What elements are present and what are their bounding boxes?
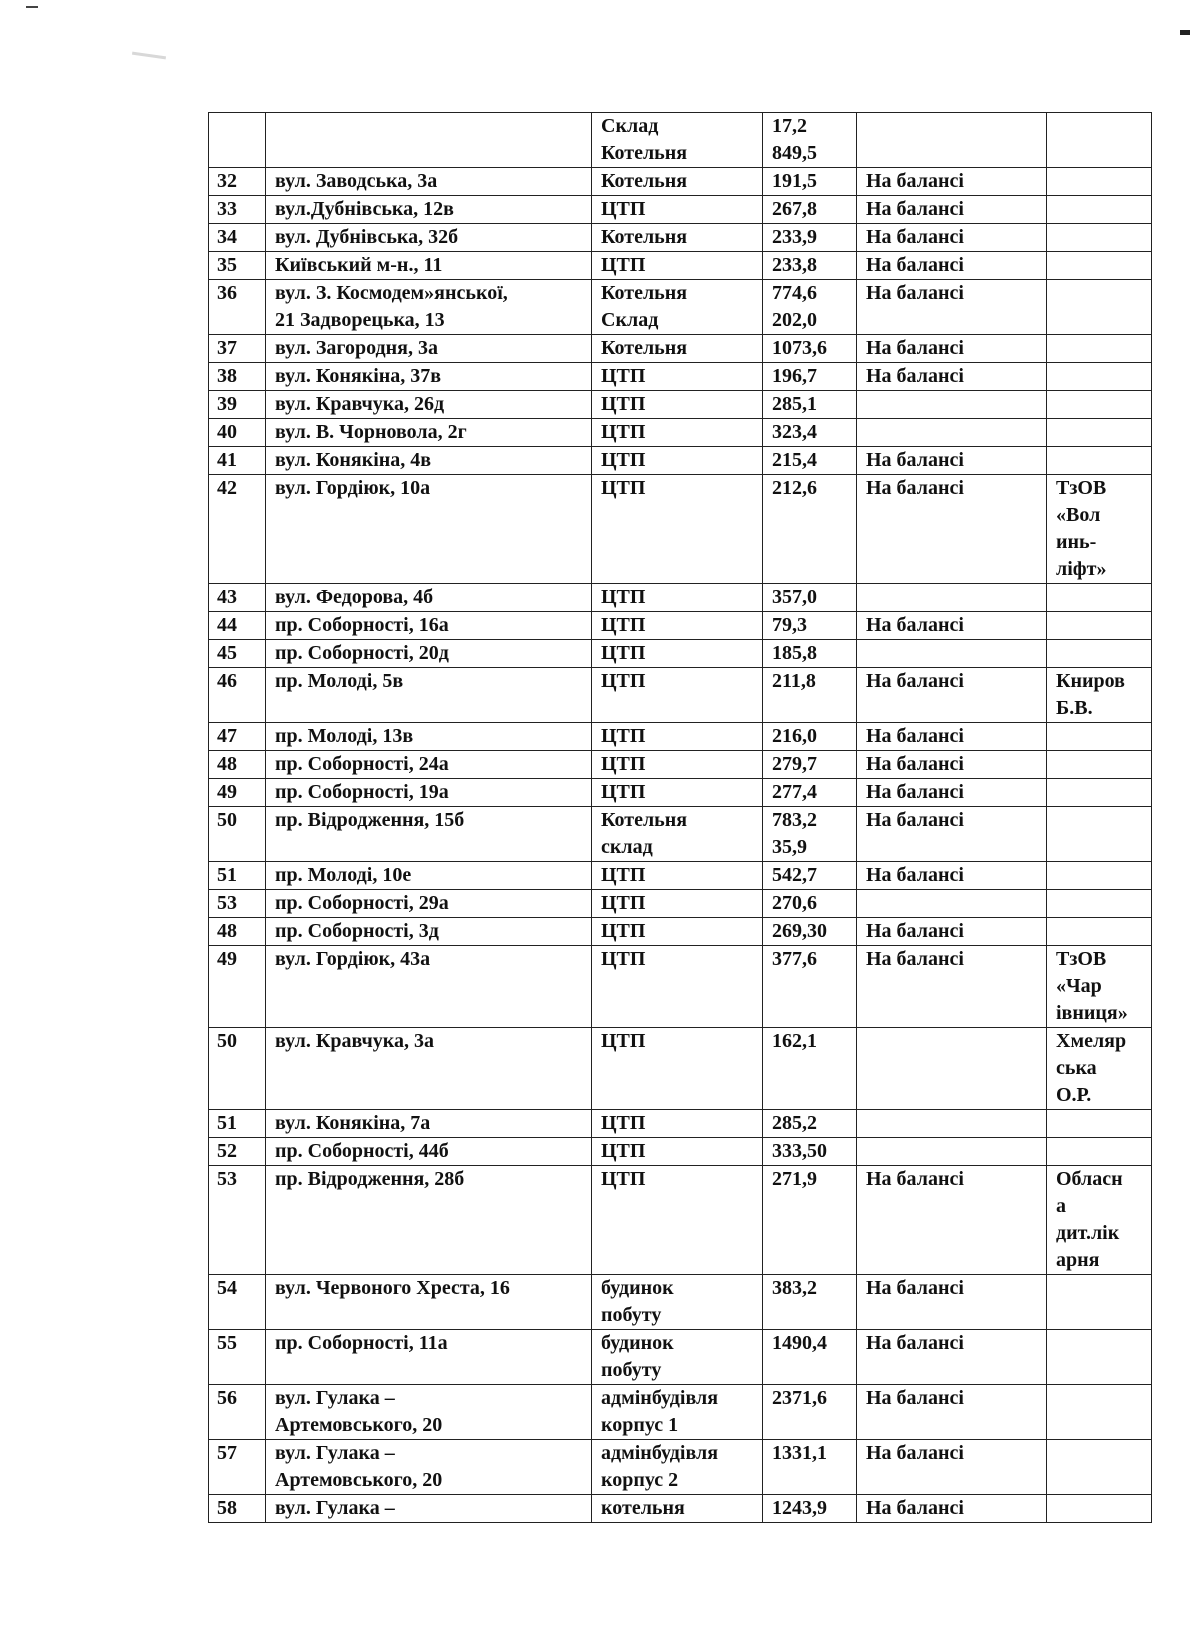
address-cell: вул. Дубнівська, 32б [266, 224, 592, 252]
row-number-cell [209, 113, 266, 168]
object-type-cell: ЦТП [592, 1138, 763, 1166]
balance-status-cell: На балансі [857, 252, 1047, 280]
table-row [209, 779, 1152, 807]
balance-status-cell [857, 1110, 1047, 1138]
row-number-cell: 44 [209, 612, 266, 640]
balance-status-cell: На балансі [857, 779, 1047, 807]
object-type-cell: ЦТП [592, 196, 763, 224]
balance-status-cell [857, 1138, 1047, 1166]
address-cell: пр. Відродження, 28б [266, 1166, 592, 1275]
note-cell [1047, 363, 1152, 391]
note-cell [1047, 335, 1152, 363]
object-type-cell: ЦТП [592, 252, 763, 280]
address-cell: пр. Соборності, 24а [266, 751, 592, 779]
row-number-cell: 50 [209, 1028, 266, 1110]
address-cell: пр. Соборності, 44б [266, 1138, 592, 1166]
address-cell: Київський м-н., 11 [266, 252, 592, 280]
area-cell: 185,8 [763, 640, 857, 668]
row-number-cell: 39 [209, 391, 266, 419]
balance-status-cell [857, 1028, 1047, 1110]
area-cell: 277,4 [763, 779, 857, 807]
table-row [209, 640, 1152, 668]
row-number-cell: 54 [209, 1275, 266, 1330]
table-row [209, 335, 1152, 363]
balance-status-cell: На балансі [857, 612, 1047, 640]
balance-status-cell: На балансі [857, 1330, 1047, 1385]
area-cell: 285,1 [763, 391, 857, 419]
table-row [209, 862, 1152, 890]
object-type-cell: ЦТП [592, 447, 763, 475]
balance-status-cell: На балансі [857, 447, 1047, 475]
object-type-cell: Котельня [592, 335, 763, 363]
object-type-cell: ЦТП [592, 391, 763, 419]
object-type-cell: ЦТП [592, 668, 763, 723]
row-number-cell: 58 [209, 1495, 266, 1523]
note-cell [1047, 113, 1152, 168]
balance-status-cell: На балансі [857, 668, 1047, 723]
area-cell: 357,0 [763, 584, 857, 612]
object-type-cell: ЦТП [592, 475, 763, 584]
area-cell: 216,0 [763, 723, 857, 751]
area-cell: 377,6 [763, 946, 857, 1028]
table-row [209, 723, 1152, 751]
address-cell: вул. Гулака – Артемовського, 20 [266, 1440, 592, 1495]
object-type-cell: ЦТП [592, 363, 763, 391]
table-row [209, 419, 1152, 447]
row-number-cell: 38 [209, 363, 266, 391]
area-cell: 267,8 [763, 196, 857, 224]
note-cell [1047, 807, 1152, 862]
table-row [209, 946, 1152, 1028]
object-type-cell: котельня [592, 1495, 763, 1523]
table-row [209, 1440, 1152, 1495]
object-type-cell: адмінбудівля корпус 1 [592, 1385, 763, 1440]
address-cell: вул. Кравчука, 3а [266, 1028, 592, 1110]
balance-status-cell [857, 419, 1047, 447]
row-number-cell: 53 [209, 890, 266, 918]
balance-status-cell [857, 640, 1047, 668]
area-cell: 279,7 [763, 751, 857, 779]
note-cell [1047, 1275, 1152, 1330]
note-cell [1047, 723, 1152, 751]
area-cell: 271,9 [763, 1166, 857, 1275]
note-cell: ТзОВ «Чар івниця» [1047, 946, 1152, 1028]
address-cell: вул. Загородня, 3а [266, 335, 592, 363]
balance-status-cell: На балансі [857, 807, 1047, 862]
balance-status-cell: На балансі [857, 1440, 1047, 1495]
balance-status-cell: На балансі [857, 335, 1047, 363]
note-cell [1047, 168, 1152, 196]
table-row [209, 807, 1152, 862]
row-number-cell: 48 [209, 751, 266, 779]
note-cell [1047, 751, 1152, 779]
object-type-cell: ЦТП [592, 890, 763, 918]
object-type-cell: адмінбудівля корпус 2 [592, 1440, 763, 1495]
address-cell: вул. Кравчука, 26д [266, 391, 592, 419]
object-type-cell: Склад Котельня [592, 113, 763, 168]
property-table-body [209, 113, 1152, 1523]
note-cell [1047, 391, 1152, 419]
area-cell: 783,2 35,9 [763, 807, 857, 862]
balance-status-cell: На балансі [857, 723, 1047, 751]
note-cell [1047, 1440, 1152, 1495]
note-cell [1047, 584, 1152, 612]
balance-status-cell: На балансі [857, 918, 1047, 946]
balance-status-cell [857, 584, 1047, 612]
address-cell: пр. Соборності, 3д [266, 918, 592, 946]
balance-status-cell: На балансі [857, 1385, 1047, 1440]
table-row [209, 224, 1152, 252]
table-row [209, 1385, 1152, 1440]
balance-status-cell: На балансі [857, 862, 1047, 890]
note-cell [1047, 196, 1152, 224]
object-type-cell: ЦТП [592, 1166, 763, 1275]
area-cell: 285,2 [763, 1110, 857, 1138]
address-cell: пр. Молоді, 13в [266, 723, 592, 751]
note-cell [1047, 918, 1152, 946]
object-type-cell: Котельня [592, 168, 763, 196]
balance-status-cell: На балансі [857, 363, 1047, 391]
area-cell: 1073,6 [763, 335, 857, 363]
table-row [209, 1495, 1152, 1523]
row-number-cell: 53 [209, 1166, 266, 1275]
table-row [209, 1028, 1152, 1110]
balance-status-cell: На балансі [857, 1275, 1047, 1330]
area-cell: 333,50 [763, 1138, 857, 1166]
note-cell [1047, 640, 1152, 668]
object-type-cell: ЦТП [592, 779, 763, 807]
address-cell: пр. Соборності, 20д [266, 640, 592, 668]
area-cell: 542,7 [763, 862, 857, 890]
address-cell: пр. Відродження, 15б [266, 807, 592, 862]
area-cell: 191,5 [763, 168, 857, 196]
table-row [209, 918, 1152, 946]
balance-status-cell: На балансі [857, 946, 1047, 1028]
address-cell: вул. В. Чорновола, 2г [266, 419, 592, 447]
object-type-cell: ЦТП [592, 862, 763, 890]
area-cell: 162,1 [763, 1028, 857, 1110]
row-number-cell: 43 [209, 584, 266, 612]
area-cell: 1243,9 [763, 1495, 857, 1523]
note-cell [1047, 1138, 1152, 1166]
row-number-cell: 51 [209, 1110, 266, 1138]
object-type-cell: ЦТП [592, 723, 763, 751]
balance-status-cell: На балансі [857, 196, 1047, 224]
note-cell [1047, 252, 1152, 280]
note-cell [1047, 862, 1152, 890]
area-cell: 233,9 [763, 224, 857, 252]
address-cell: вул. Гордіюк, 10а [266, 475, 592, 584]
row-number-cell: 56 [209, 1385, 266, 1440]
balance-status-cell: На балансі [857, 168, 1047, 196]
table-row [209, 1275, 1152, 1330]
row-number-cell: 46 [209, 668, 266, 723]
area-cell: 212,6 [763, 475, 857, 584]
object-type-cell: Котельня склад [592, 807, 763, 862]
table-row [209, 751, 1152, 779]
table-row [209, 612, 1152, 640]
scan-artifact-speck [132, 52, 166, 60]
table-row [209, 391, 1152, 419]
address-cell: вул. Гулака – Артемовського, 20 [266, 1385, 592, 1440]
area-cell: 323,4 [763, 419, 857, 447]
table-row [209, 1330, 1152, 1385]
row-number-cell: 48 [209, 918, 266, 946]
table-row [209, 363, 1152, 391]
object-type-cell: Котельня Склад [592, 280, 763, 335]
table-row [209, 447, 1152, 475]
object-type-cell: ЦТП [592, 640, 763, 668]
row-number-cell: 37 [209, 335, 266, 363]
object-type-cell: ЦТП [592, 918, 763, 946]
object-type-cell: ЦТП [592, 584, 763, 612]
balance-status-cell: На балансі [857, 1166, 1047, 1275]
address-cell: вул. Заводська, 3а [266, 168, 592, 196]
row-number-cell: 33 [209, 196, 266, 224]
address-cell: вул. Конякіна, 37в [266, 363, 592, 391]
row-number-cell: 50 [209, 807, 266, 862]
row-number-cell: 34 [209, 224, 266, 252]
scan-artifact-mark [1180, 30, 1190, 35]
note-cell [1047, 1495, 1152, 1523]
row-number-cell: 49 [209, 946, 266, 1028]
balance-status-cell [857, 391, 1047, 419]
note-cell [1047, 890, 1152, 918]
object-type-cell: ЦТП [592, 612, 763, 640]
address-cell: вул. Червоного Хреста, 16 [266, 1275, 592, 1330]
address-cell: пр. Соборності, 11а [266, 1330, 592, 1385]
row-number-cell: 52 [209, 1138, 266, 1166]
balance-status-cell: На балансі [857, 1495, 1047, 1523]
area-cell: 196,7 [763, 363, 857, 391]
row-number-cell: 51 [209, 862, 266, 890]
note-cell [1047, 1110, 1152, 1138]
area-cell: 269,30 [763, 918, 857, 946]
table-row [209, 168, 1152, 196]
area-cell: 233,8 [763, 252, 857, 280]
table-row [209, 890, 1152, 918]
note-cell [1047, 224, 1152, 252]
row-number-cell: 32 [209, 168, 266, 196]
table-row [209, 668, 1152, 723]
note-cell: Хмеляр ська О.Р. [1047, 1028, 1152, 1110]
area-cell: 270,6 [763, 890, 857, 918]
address-cell: вул. Гулака – [266, 1495, 592, 1523]
area-cell: 17,2 849,5 [763, 113, 857, 168]
table-row [209, 1166, 1152, 1275]
scan-artifact-mark [26, 6, 38, 8]
row-number-cell: 35 [209, 252, 266, 280]
address-cell: вул. Гордіюк, 43а [266, 946, 592, 1028]
row-number-cell: 41 [209, 447, 266, 475]
address-cell: вул. Конякіна, 4в [266, 447, 592, 475]
balance-status-cell: На балансі [857, 280, 1047, 335]
note-cell [1047, 1330, 1152, 1385]
address-cell: пр. Соборності, 29а [266, 890, 592, 918]
table-row [209, 196, 1152, 224]
area-cell: 774,6 202,0 [763, 280, 857, 335]
balance-status-cell [857, 113, 1047, 168]
address-cell: вул. З. Космодем»янської, 21 Задворецька, 13 [266, 280, 592, 335]
address-cell: вул. Конякіна, 7а [266, 1110, 592, 1138]
note-cell: Обласн а дит.лік арня [1047, 1166, 1152, 1275]
note-cell: ТзОВ «Вол инь- ліфт» [1047, 475, 1152, 584]
balance-status-cell: На балансі [857, 224, 1047, 252]
balance-status-cell: На балансі [857, 751, 1047, 779]
area-cell: 2371,6 [763, 1385, 857, 1440]
address-cell [266, 113, 592, 168]
note-cell [1047, 779, 1152, 807]
table-row [209, 280, 1152, 335]
row-number-cell: 40 [209, 419, 266, 447]
address-cell: пр. Молоді, 10е [266, 862, 592, 890]
row-number-cell: 42 [209, 475, 266, 584]
table-row [209, 475, 1152, 584]
object-type-cell: ЦТП [592, 1110, 763, 1138]
object-type-cell: ЦТП [592, 751, 763, 779]
row-number-cell: 55 [209, 1330, 266, 1385]
row-number-cell: 45 [209, 640, 266, 668]
address-cell: пр. Молоді, 5в [266, 668, 592, 723]
area-cell: 79,3 [763, 612, 857, 640]
address-cell: вул.Дубнівська, 12в [266, 196, 592, 224]
object-type-cell: Котельня [592, 224, 763, 252]
table-row [209, 252, 1152, 280]
area-cell: 1490,4 [763, 1330, 857, 1385]
row-number-cell: 47 [209, 723, 266, 751]
note-cell [1047, 1385, 1152, 1440]
row-number-cell: 36 [209, 280, 266, 335]
object-type-cell: ЦТП [592, 1028, 763, 1110]
table-row [209, 1110, 1152, 1138]
table-row [209, 113, 1152, 168]
row-number-cell: 57 [209, 1440, 266, 1495]
table-row [209, 1138, 1152, 1166]
address-cell: вул. Федорова, 4б [266, 584, 592, 612]
note-cell [1047, 447, 1152, 475]
object-type-cell: будинок побуту [592, 1275, 763, 1330]
row-number-cell: 49 [209, 779, 266, 807]
table-row [209, 584, 1152, 612]
area-cell: 211,8 [763, 668, 857, 723]
area-cell: 383,2 [763, 1275, 857, 1330]
object-type-cell: ЦТП [592, 946, 763, 1028]
note-cell [1047, 612, 1152, 640]
object-type-cell: будинок побуту [592, 1330, 763, 1385]
object-type-cell: ЦТП [592, 419, 763, 447]
address-cell: пр. Соборності, 19а [266, 779, 592, 807]
note-cell [1047, 280, 1152, 335]
note-cell [1047, 419, 1152, 447]
balance-status-cell: На балансі [857, 475, 1047, 584]
property-table [208, 112, 1152, 1523]
area-cell: 1331,1 [763, 1440, 857, 1495]
balance-status-cell [857, 890, 1047, 918]
area-cell: 215,4 [763, 447, 857, 475]
address-cell: пр. Соборності, 16а [266, 612, 592, 640]
note-cell: Книров Б.В. [1047, 668, 1152, 723]
